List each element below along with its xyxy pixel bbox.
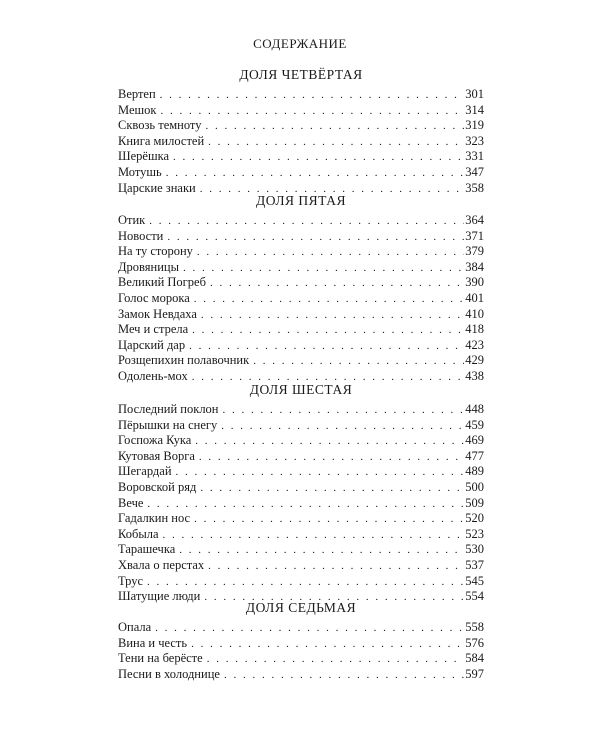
entry-title: Шерёшка bbox=[118, 149, 170, 164]
entry-title: Книга милостей bbox=[118, 133, 205, 148]
entry-title: Сквозь темноту bbox=[118, 118, 202, 133]
entry-title: Госпожа Кука bbox=[118, 433, 192, 448]
entry-title: Отик bbox=[118, 213, 146, 227]
toc-entry[interactable] bbox=[118, 527, 484, 543]
toc-entry[interactable] bbox=[118, 636, 484, 652]
entry-title: Царские знаки bbox=[118, 180, 196, 195]
toc-entry[interactable] bbox=[118, 338, 484, 354]
section-title: ДОЛЯ ЧЕТВЁРТАЯ bbox=[239, 67, 363, 82]
toc-entry[interactable] bbox=[118, 260, 484, 276]
dot-leader bbox=[224, 668, 464, 684]
entry-title: Одолень-мох bbox=[118, 368, 188, 383]
section-4 bbox=[118, 67, 484, 196]
entry-page-number: 358 bbox=[465, 180, 484, 195]
toc-entry[interactable] bbox=[118, 667, 484, 683]
toc-entry[interactable] bbox=[118, 291, 484, 307]
entry-page-number: 554 bbox=[465, 589, 484, 604]
entry-page-number: 537 bbox=[465, 557, 484, 572]
dot-leader bbox=[147, 575, 464, 591]
dot-leader bbox=[200, 481, 464, 497]
dot-leader bbox=[207, 652, 465, 668]
toc-entry[interactable] bbox=[118, 418, 484, 434]
toc-entry[interactable] bbox=[118, 322, 484, 338]
dot-leader bbox=[163, 528, 465, 544]
entry-title: Вертеп bbox=[118, 87, 156, 101]
entry-title: Вина и честь bbox=[118, 635, 188, 650]
toc-entry[interactable] bbox=[118, 103, 484, 119]
entry-title: Дровяницы bbox=[118, 259, 179, 274]
toc-entry[interactable] bbox=[118, 244, 484, 260]
dot-leader bbox=[176, 465, 465, 481]
toc-entry[interactable] bbox=[118, 433, 484, 449]
entry-title: Розщепихин полавочник bbox=[118, 353, 250, 368]
entry-page-number: 438 bbox=[465, 368, 484, 383]
entry-title: Великий Погреб bbox=[118, 275, 206, 290]
dot-leader bbox=[149, 214, 464, 230]
entry-title: Царский дар bbox=[118, 337, 186, 352]
entry-title: Трус bbox=[118, 573, 144, 588]
toc-entry[interactable] bbox=[118, 229, 484, 245]
dot-leader bbox=[223, 403, 465, 419]
entry-page-number: 379 bbox=[465, 244, 484, 259]
toc-entry[interactable] bbox=[118, 134, 484, 150]
dot-leader bbox=[208, 559, 464, 575]
dot-leader bbox=[160, 88, 465, 104]
entry-page-number: 520 bbox=[465, 511, 484, 526]
entry-title: На ту сторону bbox=[118, 244, 193, 259]
entry-title: Опала bbox=[118, 620, 152, 634]
entry-page-number: 448 bbox=[465, 402, 484, 416]
section-6 bbox=[118, 382, 484, 605]
entry-title: Мешок bbox=[118, 102, 157, 117]
toc-entry[interactable] bbox=[118, 574, 484, 590]
dot-leader bbox=[194, 512, 464, 528]
toc-entry[interactable] bbox=[118, 496, 484, 512]
dot-leader bbox=[160, 104, 464, 120]
dot-leader bbox=[147, 497, 464, 513]
toc-entry[interactable] bbox=[118, 511, 484, 527]
dot-leader bbox=[205, 119, 464, 135]
section-title: ДОЛЯ ШЕСТАЯ bbox=[249, 382, 353, 397]
toc-entry[interactable] bbox=[118, 149, 484, 165]
toc-entry[interactable] bbox=[118, 353, 484, 369]
section-title: ДОЛЯ ПЯТАЯ bbox=[256, 193, 346, 208]
dot-leader bbox=[253, 354, 464, 370]
dot-leader bbox=[194, 292, 464, 308]
toc-entry[interactable] bbox=[118, 87, 484, 103]
entry-title: Песни в холоднице bbox=[118, 666, 220, 681]
toc-entry[interactable] bbox=[118, 307, 484, 323]
entry-page-number: 500 bbox=[465, 479, 484, 494]
entry-title: Шегардай bbox=[118, 464, 172, 479]
dot-leader bbox=[201, 308, 464, 324]
entry-title: Гадалкин нос bbox=[118, 511, 191, 526]
entry-page-number: 364 bbox=[465, 213, 484, 227]
section-7 bbox=[118, 600, 484, 682]
entry-page-number: 489 bbox=[465, 464, 484, 479]
entry-page-number: 469 bbox=[465, 433, 484, 448]
entry-page-number: 314 bbox=[465, 102, 484, 117]
entry-page-number: 418 bbox=[465, 322, 484, 337]
entry-page-number: 301 bbox=[465, 87, 484, 101]
dot-leader bbox=[155, 621, 464, 637]
entry-title: Вече bbox=[118, 495, 144, 510]
entry-page-number: 576 bbox=[465, 635, 484, 650]
entry-title: Последний поклон bbox=[118, 402, 219, 416]
entry-title: Хвала о перстах bbox=[118, 557, 205, 572]
dot-leader bbox=[221, 419, 464, 435]
entry-title: Тарашечка bbox=[118, 542, 176, 557]
dot-leader bbox=[197, 245, 464, 261]
entry-page-number: 410 bbox=[465, 306, 484, 321]
dot-leader bbox=[191, 637, 464, 653]
entry-title: Пёрышки на снегу bbox=[118, 417, 218, 432]
dot-leader bbox=[179, 543, 464, 559]
dot-leader bbox=[210, 276, 464, 292]
entry-page-number: 477 bbox=[465, 448, 484, 463]
dot-leader bbox=[166, 166, 464, 182]
toc-entry[interactable] bbox=[118, 480, 484, 496]
entry-title: Воровской ряд bbox=[118, 479, 197, 494]
toc-entry[interactable] bbox=[118, 558, 484, 574]
toc-entry[interactable] bbox=[118, 402, 484, 418]
toc-entry[interactable] bbox=[118, 542, 484, 558]
entry-page-number: 384 bbox=[465, 259, 484, 274]
entry-title: Замок Невдаха bbox=[118, 306, 197, 321]
entry-page-number: 523 bbox=[465, 526, 484, 541]
dot-leader bbox=[167, 230, 464, 246]
dot-leader bbox=[189, 339, 464, 355]
dot-leader bbox=[199, 450, 464, 466]
section-5 bbox=[118, 193, 484, 385]
toc-entry[interactable] bbox=[118, 464, 484, 480]
toc-entry[interactable] bbox=[118, 620, 484, 636]
dot-leader bbox=[173, 150, 464, 166]
entry-page-number: 429 bbox=[465, 353, 484, 368]
entry-page-number: 323 bbox=[465, 133, 484, 148]
toc-entry[interactable] bbox=[118, 118, 484, 134]
entry-title: Меч и стрела bbox=[118, 322, 189, 337]
toc-entry[interactable] bbox=[118, 213, 484, 229]
entry-page-number: 371 bbox=[465, 228, 484, 243]
entry-page-number: 331 bbox=[465, 149, 484, 164]
page-title: СОДЕРЖАНИЕ bbox=[253, 36, 347, 51]
toc-entry[interactable] bbox=[118, 651, 484, 667]
entry-page-number: 319 bbox=[465, 118, 484, 133]
dot-leader bbox=[195, 434, 464, 450]
entry-page-number: 558 bbox=[465, 620, 484, 634]
toc-entry[interactable] bbox=[118, 449, 484, 465]
entry-page-number: 597 bbox=[465, 666, 484, 681]
entry-page-number: 423 bbox=[465, 337, 484, 352]
toc-entry[interactable] bbox=[118, 165, 484, 181]
entry-title: Кутовая Ворга bbox=[118, 448, 195, 463]
dot-leader bbox=[208, 135, 464, 151]
entry-title: Кобыла bbox=[118, 526, 159, 541]
entry-title: Тени на берёсте bbox=[118, 651, 203, 666]
dot-leader bbox=[183, 261, 464, 277]
entry-page-number: 545 bbox=[465, 573, 484, 588]
entry-page-number: 509 bbox=[465, 495, 484, 510]
entry-page-number: 584 bbox=[465, 651, 484, 666]
entry-page-number: 347 bbox=[465, 164, 484, 179]
entry-title: Новости bbox=[118, 228, 164, 243]
entry-page-number: 390 bbox=[465, 275, 484, 290]
section-title: ДОЛЯ СЕДЬМАЯ bbox=[245, 600, 357, 615]
entry-page-number: 459 bbox=[465, 417, 484, 432]
entry-title: Голос морока bbox=[118, 290, 190, 305]
dot-leader bbox=[192, 323, 464, 339]
entry-title: Мотушь bbox=[118, 164, 162, 179]
entry-page-number: 401 bbox=[465, 290, 484, 305]
entry-page-number: 530 bbox=[465, 542, 484, 557]
toc-entry[interactable] bbox=[118, 275, 484, 291]
entry-title: Шатущие люди bbox=[118, 589, 201, 604]
